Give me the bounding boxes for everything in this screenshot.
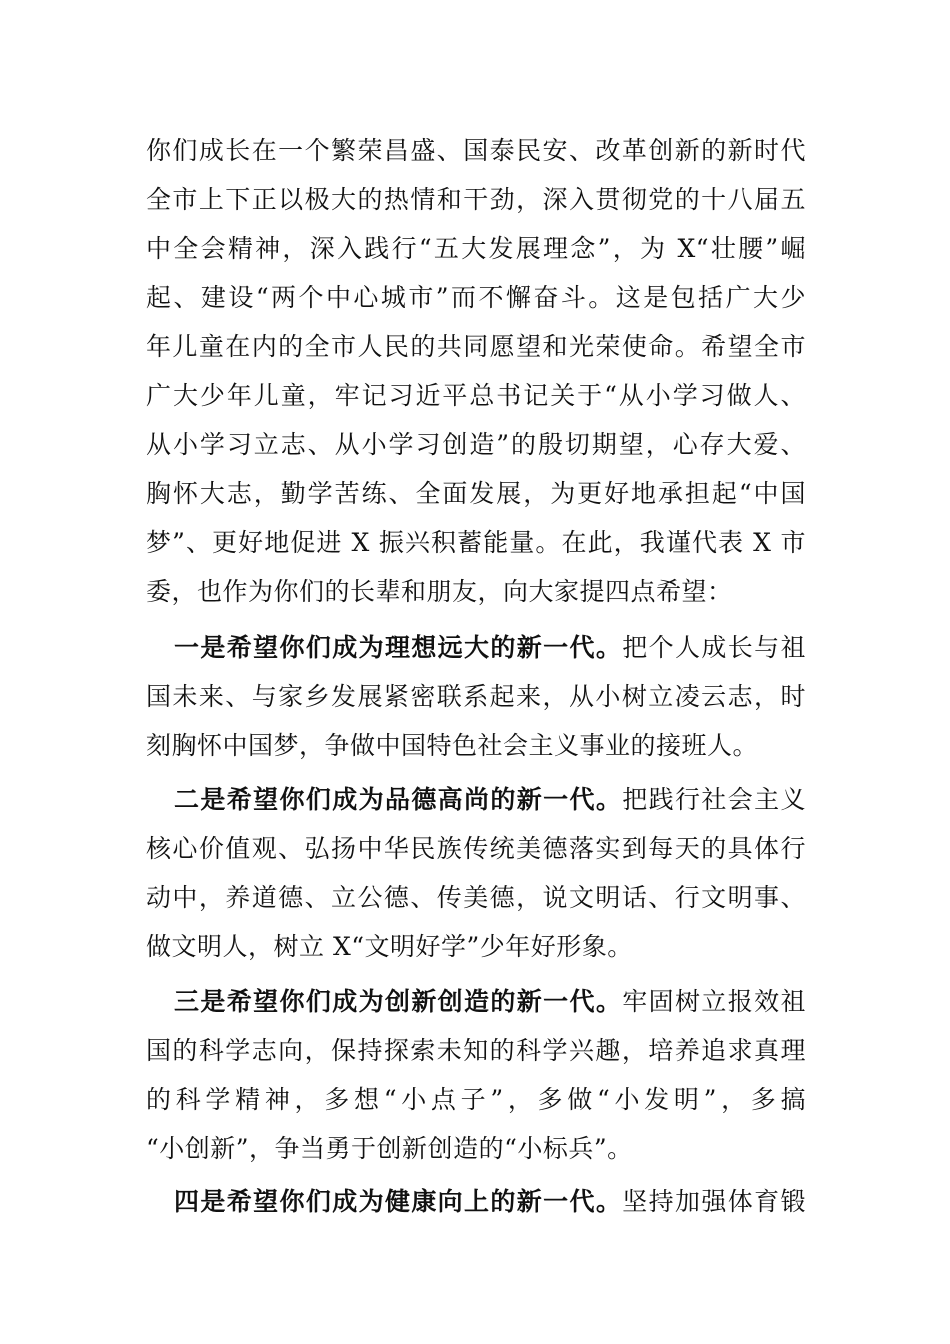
hope-1-first-line-text: 把个人成长与祖 — [622, 633, 806, 662]
hope-1-heading: 一是希望你们成为理想远大的新一代。 — [174, 633, 623, 662]
text-line: 国未来、与家乡发展紧密联系起来，从小树立凌云志，时 — [146, 682, 806, 711]
hope-2-heading: 二是希望你们成为品德高尚的新一代。 — [174, 785, 623, 814]
text-line: 做文明人，树立 X“文明好学”少年好形象。 — [146, 932, 633, 961]
text-line: 广大少年儿童，牢记习近平总书记关于“从小学习做人、 — [146, 381, 806, 410]
text-line: 年儿童在内的全市人民的共同愿望和光荣使命。希望全市 — [146, 332, 806, 361]
text-line: 起、建设“两个中心城市”而不懈奋斗。这是包括广大少 — [146, 283, 806, 312]
text-line: 梦”、更好地促进 X 振兴积蓄能量。在此，我谨代表 X 市 — [146, 528, 806, 557]
text-line: 从小学习立志、从小学习创造”的殷切期望，心存大爱、 — [146, 430, 806, 459]
hope-2-first-line — [174, 780, 806, 820]
hope-4-first-line-text: 坚持加强体育锻 — [622, 1187, 806, 1216]
text-line: 胸怀大志，勤学苦练、全面发展，为更好地承担起“中国 — [146, 479, 806, 508]
text-line: 刻胸怀中国梦，争做中国特色社会主义事业的接班人。 — [146, 731, 759, 760]
hope-3-heading: 三是希望你们成为创新创造的新一代。 — [174, 987, 623, 1016]
hope-3-first-line-text: 牢固树立报效祖 — [622, 987, 806, 1016]
text-line: 动中，养道德、立公德、传美德，说文明话、行文明事、 — [146, 883, 806, 912]
hope-4-heading: 四是希望你们成为健康向上的新一代。 — [174, 1187, 623, 1216]
text-line: 核心价值观、弘扬中华民族传统美德落实到每天的具体行 — [146, 834, 806, 863]
hope-1-first-line — [174, 628, 806, 668]
text-line: “小创新”，争当勇于创新创造的“小标兵”。 — [146, 1134, 633, 1163]
hope-2-first-line-text: 把践行社会主义 — [622, 785, 806, 814]
hope-4-first-line — [174, 1182, 806, 1222]
text-line: 的科学精神，多想“小点子”，多做“小发明”，多搞 — [146, 1085, 806, 1114]
hope-3-first-line — [174, 982, 806, 1022]
text-line: 你们成长在一个繁荣昌盛、国泰民安、改革创新的新时代 — [146, 136, 806, 165]
text-line: 委，也作为你们的长辈和朋友，向大家提四点希望： — [146, 577, 733, 606]
text-line: 国的科学志向，保持探索未知的科学兴趣，培养追求真理 — [146, 1036, 806, 1065]
text-line: 全市上下正以极大的热情和干劲，深入贯彻党的十八届五 — [146, 185, 806, 214]
text-line: 中全会精神，深入践行“五大发展理念”，为 X“壮腰”崛 — [146, 234, 806, 263]
